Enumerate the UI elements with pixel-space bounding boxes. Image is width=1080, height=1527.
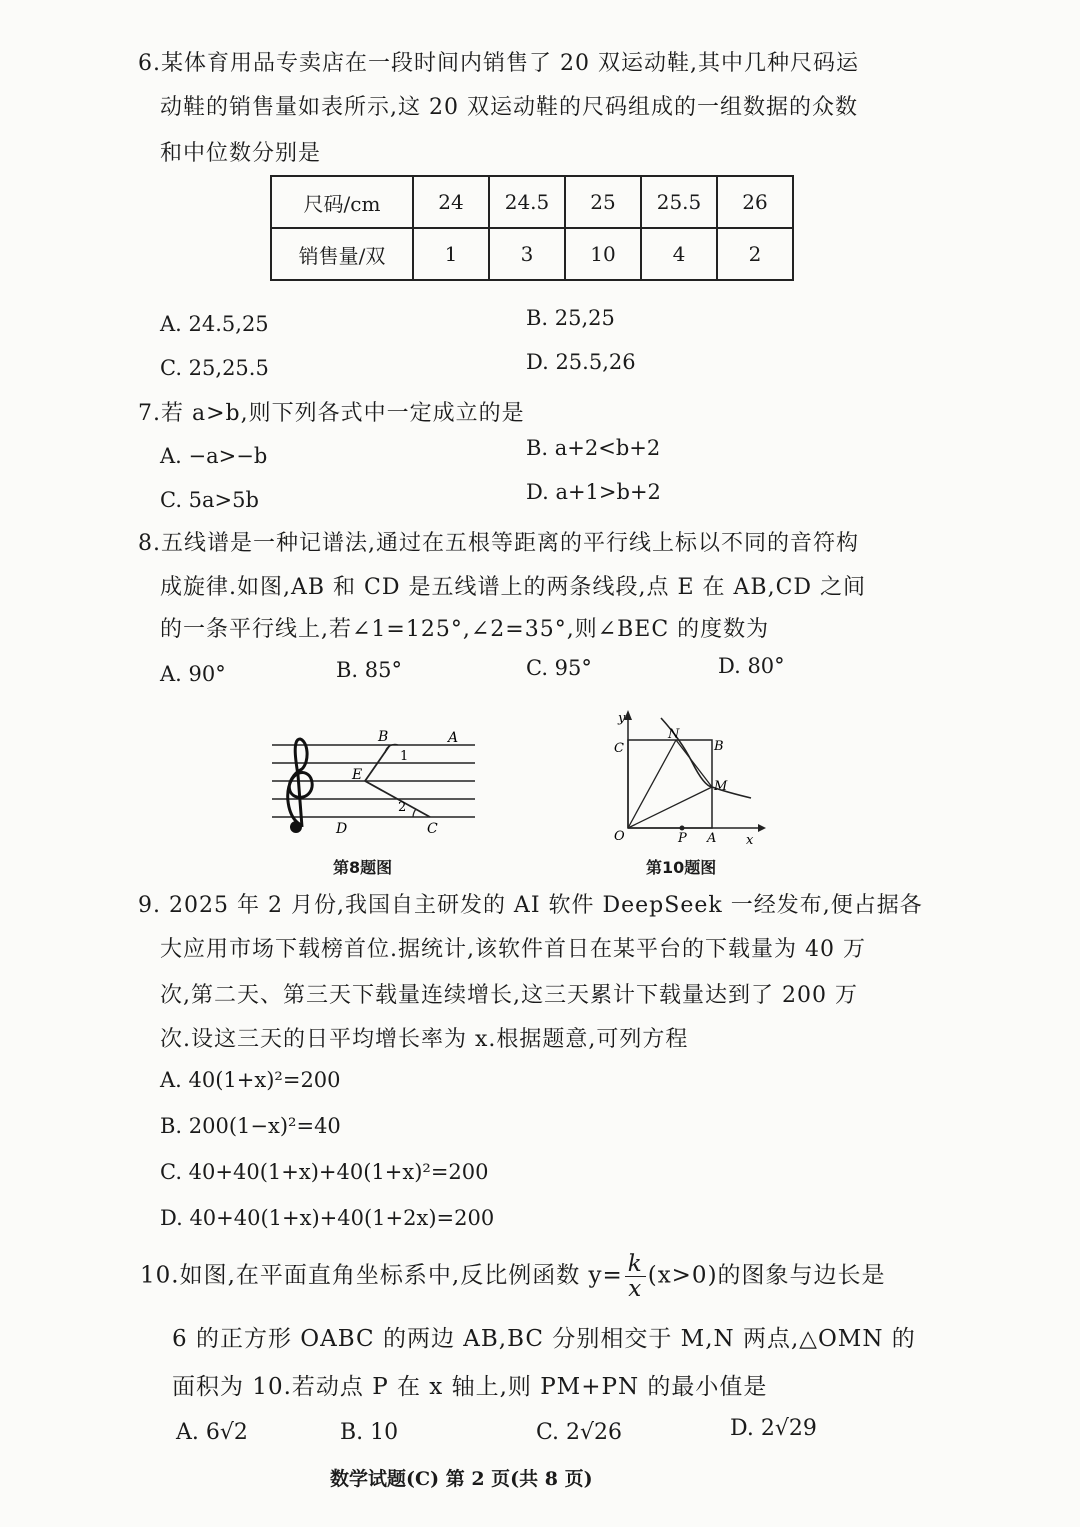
q9-stem-line3: 次,第二天、第三天下载量连续增长,这三天累计下载量达到了 200 万 — [160, 983, 858, 1008]
table-cell: 2 — [717, 228, 793, 280]
segment-om — [628, 787, 712, 828]
x-axis-arrow-icon — [758, 824, 766, 832]
q6-stem-line1: 6.某体育用品专卖店在一段时间内销售了 20 双运动鞋,其中几种尺码运 — [138, 51, 859, 76]
q9-option-a: A. 40(1+x)²=200 — [160, 1068, 341, 1092]
fig8-caption: 第8题图 — [333, 858, 393, 877]
table-cell: 25 — [565, 176, 641, 228]
fraction-numerator: k — [625, 1252, 646, 1277]
label-a: A — [707, 831, 717, 846]
table-cell: 1 — [413, 228, 489, 280]
q8-option-d: D. 80° — [718, 654, 785, 678]
table-header-size: 尺码/cm — [271, 176, 413, 228]
segment-nm — [676, 740, 712, 787]
q6-stem-line2: 动鞋的销售量如表所示,这 20 双运动鞋的尺码组成的一组数据的众数 — [160, 95, 858, 120]
q10-stem-line3: 面积为 10.若动点 P 在 x 轴上,则 PM+PN 的最小值是 — [172, 1374, 768, 1400]
q10-option-b: B. 10 — [340, 1420, 399, 1445]
table-row — [271, 228, 793, 280]
q10-option-a: A. 6√2 — [176, 1420, 248, 1445]
label-angle-1: 1 — [400, 749, 409, 764]
q8-option-b: B. 85° — [336, 658, 403, 682]
fraction-denominator: x — [628, 1276, 643, 1303]
label-x: x — [746, 833, 754, 846]
page-footer: 数学试题(C) 第 2 页(共 8 页) — [330, 1468, 593, 1490]
table-cell: 24 — [413, 176, 489, 228]
q9-option-d: D. 40+40(1+x)+40(1+2x)=200 — [160, 1206, 495, 1230]
fig10-coordinate-diagram — [606, 706, 766, 846]
q10-stem-line2: 6 的正方形 OABC 的两边 AB,BC 分别相交于 M,N 两点,△OMN 的 — [172, 1326, 916, 1352]
square-oabc — [628, 740, 712, 828]
table-row — [271, 176, 793, 228]
treble-clef-icon — [288, 739, 312, 833]
k-over-x-fraction — [625, 1252, 646, 1301]
label-d: D — [336, 821, 348, 837]
q7-option-c: C. 5a>5b — [160, 488, 259, 512]
label-p: P — [678, 831, 687, 846]
table-cell: 4 — [641, 228, 717, 280]
q7-stem: 7.若 a>b,则下列各式中一定成立的是 — [138, 401, 525, 426]
q6-size-table — [270, 175, 794, 281]
table-cell: 26 — [717, 176, 793, 228]
segment-on — [628, 740, 676, 828]
label-n: N — [668, 727, 680, 742]
q6-option-c: C. 25,25.5 — [160, 356, 269, 380]
q6-option-d: D. 25.5,26 — [526, 350, 636, 374]
q10-stem-line1-post: (x>0)的图象与边长是 — [647, 1262, 886, 1289]
q10-stem-line1-pre: 10.如图,在平面直角坐标系中,反比例函数 y= — [140, 1262, 623, 1289]
fig8-staff-diagram — [270, 715, 480, 845]
staff-lines — [272, 745, 475, 817]
q7-option-b: B. a+2<b+2 — [526, 436, 661, 460]
label-b: B — [378, 729, 389, 745]
point-p — [680, 826, 685, 831]
table-cell: 24.5 — [489, 176, 565, 228]
label-c: C — [427, 821, 438, 837]
fig10-caption: 第10题图 — [646, 858, 717, 877]
label-c: C — [614, 741, 624, 756]
q8-option-c: C. 95° — [526, 656, 592, 680]
q8-stem-line2: 成旋律.如图,AB 和 CD 是五线谱上的两条线段,点 E 在 AB,CD 之间 — [160, 575, 867, 600]
q9-stem-line2: 大应用市场下载榜首位.据统计,该软件首日在某平台的下载量为 40 万 — [160, 937, 866, 962]
q6-option-a: A. 24.5,25 — [160, 312, 269, 336]
table-cell: 10 — [565, 228, 641, 280]
table-cell: 25.5 — [641, 176, 717, 228]
label-o: O — [614, 829, 625, 844]
q8-stem-line3: 的一条平行线上,若∠1=125°,∠2=35°,则∠BEC 的度数为 — [160, 617, 770, 642]
q10-stem-line1 — [140, 1252, 886, 1301]
table-header-count: 销售量/双 — [271, 228, 413, 280]
q7-option-a: A. −a>−b — [160, 444, 268, 468]
q8-option-a: A. 90° — [160, 662, 226, 686]
label-m: M — [714, 779, 728, 794]
label-e: E — [352, 767, 363, 783]
q7-option-d: D. a+1>b+2 — [526, 480, 661, 504]
table-cell: 3 — [489, 228, 565, 280]
q9-option-c: C. 40+40(1+x)+40(1+x)²=200 — [160, 1160, 489, 1184]
angle-2-arc — [413, 809, 416, 817]
q9-option-b: B. 200(1−x)²=40 — [160, 1114, 341, 1138]
label-b: B — [714, 739, 724, 754]
label-a: A — [448, 730, 459, 746]
q9-stem-line4: 次.设这三天的日平均增长率为 x.根据题意,可列方程 — [160, 1027, 689, 1052]
q6-option-b: B. 25,25 — [526, 306, 615, 330]
label-y: y — [618, 711, 626, 726]
q9-stem-line1: 9. 2025 年 2 月份,我国自主研发的 AI 软件 DeepSeek 一经发布,便占据各 — [138, 893, 923, 918]
q10-option-d: D. 2√29 — [730, 1416, 817, 1441]
q6-stem-line3: 和中位数分别是 — [160, 141, 322, 166]
label-angle-2: 2 — [398, 800, 407, 815]
q10-option-c: C. 2√26 — [536, 1420, 623, 1445]
q8-stem-line1: 8.五线谱是一种记谱法,通过在五根等距离的平行线上标以不同的音符构 — [138, 531, 859, 556]
